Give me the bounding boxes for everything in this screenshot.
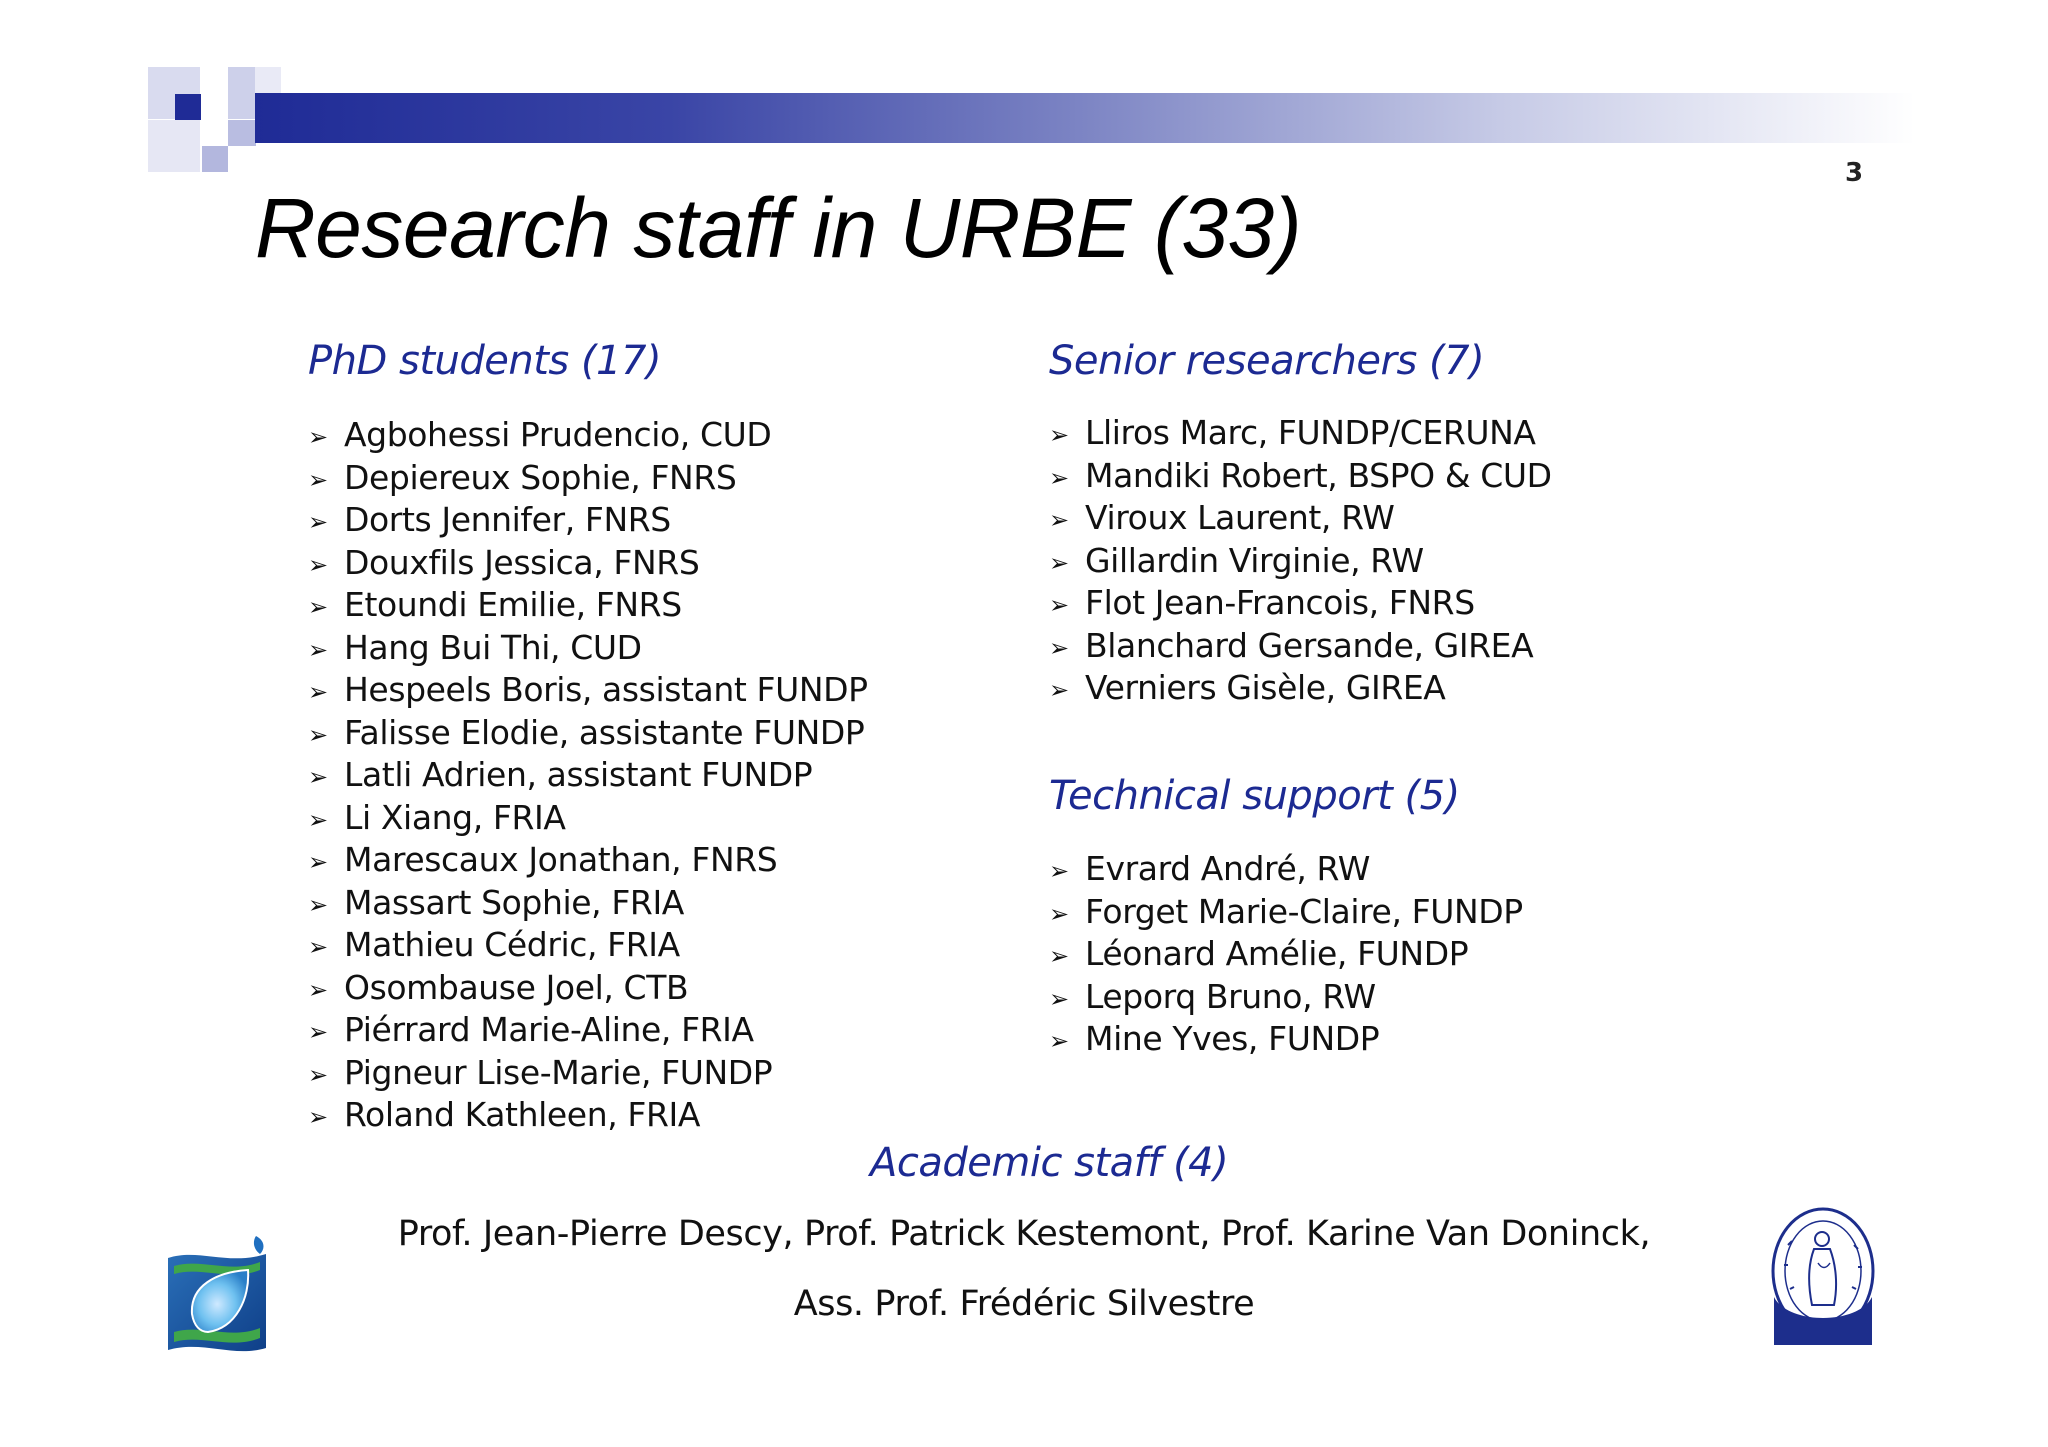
- arrow-bullet-icon: ➢: [308, 550, 328, 579]
- list-item-text: Douxfils Jessica, FNRS: [344, 542, 700, 582]
- list-item: [1049, 667, 1552, 710]
- urbe-leaf-logo-icon: [168, 1236, 274, 1364]
- senior-heading: Senior researchers (7): [1049, 338, 1485, 384]
- arrow-bullet-icon: ➢: [1049, 421, 1069, 449]
- list-item-text: Etoundi Emilie, FNRS: [344, 585, 682, 624]
- senior-list: [1049, 412, 1552, 710]
- academic-heading: Academic staff (4): [870, 1140, 1229, 1186]
- arrow-bullet-icon: ➢: [1049, 942, 1069, 970]
- phd-list: [308, 414, 868, 1137]
- slide-title: Research staff in URBE (33): [255, 181, 1302, 275]
- list-item: [308, 584, 868, 627]
- arrow-bullet-icon: ➢: [308, 1103, 328, 1131]
- arrow-bullet-icon: ➢: [1049, 633, 1069, 662]
- list-item-text: Forget Marie-Claire, FUNDP: [1085, 891, 1523, 931]
- list-item: [308, 457, 868, 500]
- technical-list: [1049, 848, 1523, 1061]
- list-item: [308, 839, 868, 882]
- arrow-bullet-icon: ➢: [1049, 548, 1069, 577]
- list-item-text: Lliros Marc, FUNDP/CERUNA: [1085, 413, 1536, 452]
- list-item: [1049, 412, 1552, 455]
- list-item: [1049, 582, 1552, 625]
- list-item-text: Osombause Joel, CTB: [344, 967, 689, 1007]
- arrow-bullet-icon: ➢: [1049, 591, 1069, 619]
- list-item: [308, 627, 868, 670]
- list-item: [308, 1094, 868, 1137]
- list-item-text: Mine Yves, FUNDP: [1085, 1019, 1380, 1058]
- list-item-text: Roland Kathleen, FRIA: [344, 1095, 701, 1134]
- arrow-bullet-icon: ➢: [308, 593, 328, 621]
- arrow-bullet-icon: ➢: [308, 678, 328, 706]
- arrow-bullet-icon: ➢: [308, 508, 328, 536]
- list-item-text: Léonard Amélie, FUNDP: [1085, 934, 1469, 973]
- list-item: [1049, 976, 1523, 1019]
- technical-heading: Technical support (5): [1049, 773, 1460, 819]
- list-item: [308, 499, 868, 542]
- list-item: [308, 669, 868, 712]
- list-item: [308, 924, 868, 967]
- academic-line-2: Ass. Prof. Frédéric Silvestre: [793, 1284, 1255, 1324]
- arrow-bullet-icon: ➢: [1049, 506, 1069, 534]
- list-item: [1049, 625, 1552, 668]
- list-item-text: Pigneur Lise-Marie, FUNDP: [344, 1052, 773, 1092]
- arrow-bullet-icon: ➢: [1049, 857, 1069, 885]
- list-item: [1049, 1018, 1523, 1061]
- arrow-bullet-icon: ➢: [308, 1018, 328, 1046]
- academic-line-1: Prof. Jean-Pierre Descy, Prof. Patrick Kestemont, Prof. Karine Van Doninck,: [397, 1214, 1651, 1254]
- arrow-bullet-icon: ➢: [1049, 899, 1069, 928]
- arrow-bullet-icon: ➢: [1049, 984, 1069, 1013]
- page-number: 3: [1845, 158, 1864, 188]
- arrow-bullet-icon: ➢: [308, 848, 328, 876]
- list-item-text: Massart Sophie, FRIA: [344, 882, 684, 922]
- list-item-text: Hespeels Boris, assistant FUNDP: [344, 670, 868, 709]
- list-item-text: Piérrard Marie-Aline, FRIA: [344, 1010, 754, 1049]
- list-item-text: Blanchard Gersande, GIREA: [1085, 625, 1534, 665]
- arrow-bullet-icon: ➢: [308, 465, 328, 494]
- list-item: [1049, 933, 1523, 976]
- list-item-text: Li Xiang, FRIA: [344, 797, 566, 837]
- list-item: [308, 797, 868, 840]
- list-item-text: Marescaux Jonathan, FNRS: [344, 840, 778, 879]
- list-item: [1049, 497, 1552, 540]
- arrow-bullet-icon: ➢: [308, 720, 328, 749]
- university-seal-logo-icon: [1768, 1205, 1878, 1349]
- list-item: [308, 414, 868, 457]
- arrow-bullet-icon: ➢: [308, 975, 328, 1004]
- list-item-text: Evrard André, RW: [1085, 849, 1370, 888]
- arrow-bullet-icon: ➢: [308, 763, 328, 791]
- list-item-text: Depiereux Sophie, FNRS: [344, 457, 737, 497]
- list-item-text: Viroux Laurent, RW: [1085, 498, 1395, 537]
- list-item: [308, 967, 868, 1010]
- list-item-text: Hang Bui Thi, CUD: [344, 627, 642, 667]
- arrow-bullet-icon: ➢: [1049, 676, 1069, 704]
- list-item-text: Falisse Elodie, assistante FUNDP: [344, 712, 865, 752]
- list-item: [308, 712, 868, 755]
- arrow-bullet-icon: ➢: [308, 423, 328, 451]
- list-item-text: Agbohessi Prudencio, CUD: [344, 415, 772, 454]
- arrow-bullet-icon: ➢: [308, 635, 328, 664]
- header-gradient-bar: [255, 93, 1915, 143]
- list-item: [1049, 891, 1523, 934]
- list-item-text: Mandiki Robert, BSPO & CUD: [1085, 455, 1552, 495]
- arrow-bullet-icon: ➢: [308, 805, 328, 834]
- list-item: [1049, 540, 1552, 583]
- arrow-bullet-icon: ➢: [308, 1060, 328, 1089]
- arrow-bullet-icon: ➢: [308, 933, 328, 961]
- list-item-text: Mathieu Cédric, FRIA: [344, 925, 680, 964]
- list-item: [308, 542, 868, 585]
- list-item: [1049, 455, 1552, 498]
- list-item-text: Dorts Jennifer, FNRS: [344, 500, 671, 539]
- list-item-text: Flot Jean-Francois, FNRS: [1085, 583, 1475, 622]
- list-item-text: Gillardin Virginie, RW: [1085, 540, 1424, 580]
- list-item-text: Verniers Gisèle, GIREA: [1085, 668, 1446, 707]
- list-item-text: Latli Adrien, assistant FUNDP: [344, 755, 813, 794]
- list-item: [308, 1009, 868, 1052]
- phd-heading: PhD students (17): [308, 338, 662, 384]
- list-item: [1049, 848, 1523, 891]
- list-item: [308, 754, 868, 797]
- arrow-bullet-icon: ➢: [1049, 1027, 1069, 1055]
- arrow-bullet-icon: ➢: [308, 890, 328, 919]
- list-item-text: Leporq Bruno, RW: [1085, 976, 1376, 1016]
- list-item: [308, 1052, 868, 1095]
- arrow-bullet-icon: ➢: [1049, 463, 1069, 492]
- list-item: [308, 882, 868, 925]
